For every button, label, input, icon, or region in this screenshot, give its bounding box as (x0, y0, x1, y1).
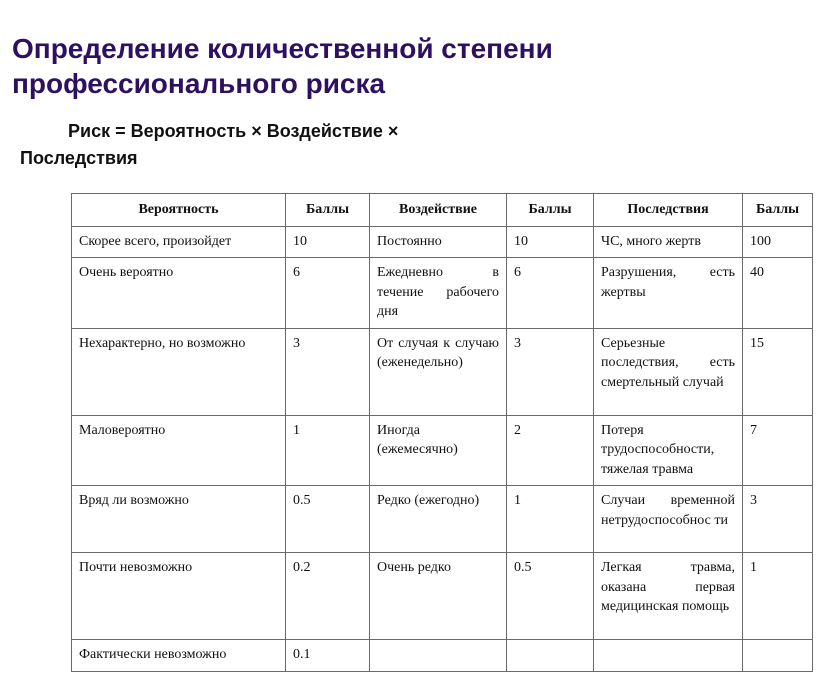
header-consequences-score: Баллы (743, 194, 813, 227)
exposure-cell: Ежедневно в течение рабочего дня (370, 258, 507, 329)
consequences-score-cell: 40 (743, 258, 813, 329)
probability-cell: Скорее всего, произойдет (72, 226, 286, 258)
probability-cell: Очень вероятно (72, 258, 286, 329)
exposure-score-cell: 2 (507, 415, 594, 486)
probability-cell: Фактически невозможно (72, 640, 286, 672)
exposure-cell: Постоянно (370, 226, 507, 258)
consequences-score-cell: 1 (743, 553, 813, 640)
probability-score-cell: 0.2 (286, 553, 370, 640)
table-row (72, 328, 813, 415)
exposure-score-cell: 3 (507, 328, 594, 415)
risk-table (71, 193, 813, 672)
table-header-row (72, 194, 813, 227)
exposure-score-cell: 10 (507, 226, 594, 258)
exposure-cell: Иногда (ежемесячно) (370, 415, 507, 486)
exposure-score-cell: 1 (507, 486, 594, 553)
exposure-cell (370, 640, 507, 672)
consequences-score-cell: 15 (743, 328, 813, 415)
header-exposure-score: Баллы (507, 194, 594, 227)
header-exposure: Воздействие (370, 194, 507, 227)
page-title (12, 31, 553, 101)
probability-cell: Почти невозможно (72, 553, 286, 640)
table-row (72, 486, 813, 553)
exposure-score-cell: 0.5 (507, 553, 594, 640)
risk-formula: Риск = Вероятность × Воздействие × Последствия (20, 121, 399, 168)
probability-score-cell: 6 (286, 258, 370, 329)
title-line-2: профессионального риска (12, 68, 386, 99)
header-consequences: Последствия (594, 194, 743, 227)
consequences-cell: Потеря трудоспособности, тяжелая травма (594, 415, 743, 486)
table-row (72, 415, 813, 486)
consequences-cell (594, 640, 743, 672)
probability-cell: Маловероятно (72, 415, 286, 486)
table-row (72, 226, 813, 258)
consequences-score-cell: 100 (743, 226, 813, 258)
probability-cell: Нехарактерно, но возможно (72, 328, 286, 415)
table-row (72, 553, 813, 640)
consequences-score-cell: 7 (743, 415, 813, 486)
exposure-cell: Редко (ежегодно) (370, 486, 507, 553)
header-probability-score: Баллы (286, 194, 370, 227)
probability-score-cell: 3 (286, 328, 370, 415)
consequences-score-cell: 3 (743, 486, 813, 553)
probability-cell: Вряд ли возможно (72, 486, 286, 553)
consequences-score-cell (743, 640, 813, 672)
exposure-score-cell (507, 640, 594, 672)
probability-score-cell: 10 (286, 226, 370, 258)
consequences-cell: Серьезные последствия, есть смертельный случай (594, 328, 743, 415)
consequences-cell: Разрушения, есть жертвы (594, 258, 743, 329)
title-line-1: Определение количественной степени (12, 33, 553, 64)
probability-score-cell: 0.5 (286, 486, 370, 553)
consequences-cell: Случаи временной нетрудоспособнос ти (594, 486, 743, 553)
exposure-score-cell: 6 (507, 258, 594, 329)
exposure-cell: Очень редко (370, 553, 507, 640)
consequences-cell: ЧС, много жертв (594, 226, 743, 258)
consequences-cell: Легкая травма, оказана первая медицинская помощь (594, 553, 743, 640)
probability-score-cell: 0.1 (286, 640, 370, 672)
exposure-cell: От случая к случаю (еженедельно) (370, 328, 507, 415)
probability-score-cell: 1 (286, 415, 370, 486)
header-probability: Вероятность (72, 194, 286, 227)
table-row (72, 640, 813, 672)
table-row (72, 258, 813, 329)
